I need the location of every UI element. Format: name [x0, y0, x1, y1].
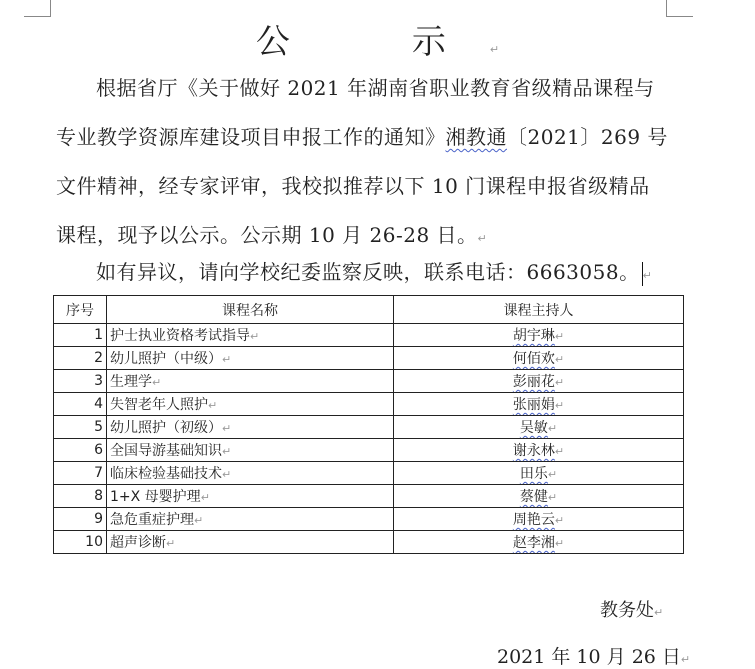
paragraph-mark-icon: ↵	[547, 422, 558, 435]
title-text: 公 示	[255, 22, 490, 62]
notice-paragraph-2	[56, 248, 668, 300]
course-host-text: 何佰欢	[512, 351, 555, 367]
course-name	[107, 462, 394, 485]
paragraph-mark-icon: ↵	[208, 399, 218, 412]
table-row	[54, 416, 684, 439]
course-host	[394, 508, 684, 531]
course-name-text: 幼儿照护（中级）	[110, 351, 222, 367]
course-host-text: 田乐	[519, 466, 548, 482]
course-host-text: 周艳云	[512, 512, 555, 528]
table-row	[54, 508, 684, 531]
paragraph-mark-icon: ↵	[222, 468, 232, 481]
course-host-text: 谢永林	[512, 443, 555, 459]
paragraph-mark-icon: ↵	[547, 491, 558, 504]
paragraph1-text-before: 根据省厅《关于做好 2021 年湖南省职业教育省级精品课程与专业教学资源库建设项目申报工作的通知》	[56, 76, 655, 149]
row-number: 8	[54, 485, 107, 508]
date-text: 2021 年 10 月 26 日	[497, 646, 681, 668]
paragraph-mark-icon: ↵	[680, 653, 691, 666]
table-row	[54, 324, 684, 347]
course-host-text: 蔡健	[519, 489, 548, 505]
paragraph-mark-icon: ↵	[554, 537, 565, 550]
row-number: 6	[54, 439, 107, 462]
course-host-text: 吴敏	[519, 420, 548, 436]
paragraph-mark-icon: ↵	[222, 353, 232, 366]
course-host-text: 张丽娟	[512, 397, 555, 413]
table-row	[54, 370, 684, 393]
paragraph-mark-icon: ↵	[152, 376, 162, 389]
table-row	[54, 393, 684, 416]
header-course-name: 课程名称	[107, 296, 394, 324]
row-number: 3	[54, 370, 107, 393]
paragraph-mark-icon: ↵	[222, 445, 232, 458]
course-name	[107, 370, 394, 393]
course-host-text: 胡宇琳	[512, 328, 555, 344]
paragraph2-text: 如有异议，请向学校纪委监察反映，联系电话：6663058。	[96, 260, 640, 284]
header-number: 序号	[54, 296, 107, 324]
course-host	[394, 416, 684, 439]
course-host	[394, 324, 684, 347]
header-course-host: 课程主持人	[394, 296, 684, 324]
paragraph-mark-icon: ↵	[554, 330, 565, 343]
course-name-text: 急危重症护理	[110, 512, 194, 528]
table-row	[54, 439, 684, 462]
table-row	[54, 531, 684, 554]
course-name-text: 幼儿照护（初级）	[110, 420, 222, 436]
course-host	[394, 393, 684, 416]
paragraph-mark-icon: ↵	[547, 468, 558, 481]
course-name-text: 失智老年人照护	[110, 397, 208, 413]
paragraph-mark-icon: ↵	[477, 232, 488, 245]
paragraph-mark-icon: ↵	[554, 376, 565, 389]
course-name-text: 生理学	[110, 374, 152, 390]
row-number: 7	[54, 462, 107, 485]
document-number-prefix: 湘教通	[445, 125, 507, 149]
row-number: 5	[54, 416, 107, 439]
row-number: 1	[54, 324, 107, 347]
signature-department	[600, 596, 663, 622]
paragraph-mark-icon: ↵	[194, 514, 204, 527]
course-host-text: 彭丽花	[512, 374, 555, 390]
paragraph1-text-after: 〔2021〕269 号文件精神，经专家评审，我校拟推荐以下 10 门课程申报省级精品课程，现予以公示。公示期 10 月 26-28 日。	[56, 125, 668, 247]
notice-paragraph-1	[56, 64, 668, 263]
table-row	[54, 462, 684, 485]
course-host	[394, 462, 684, 485]
course-host	[394, 370, 684, 393]
course-host	[394, 439, 684, 462]
course-name-text: 全国导游基础知识	[110, 443, 222, 459]
course-name-text: 护士执业资格考试指导	[110, 328, 250, 344]
paragraph-mark-icon: ↵	[554, 353, 565, 366]
course-name	[107, 416, 394, 439]
course-table	[53, 295, 684, 554]
row-number: 10	[54, 531, 107, 554]
course-name	[107, 393, 394, 416]
course-name-text: 超声诊断	[110, 535, 166, 551]
row-number: 9	[54, 508, 107, 531]
paragraph-mark-icon: ↵	[250, 330, 260, 343]
row-number: 4	[54, 393, 107, 416]
course-name	[107, 531, 394, 554]
paragraph-mark-icon: ↵	[489, 43, 544, 56]
signature-text: 教务处	[600, 600, 654, 621]
paragraph-mark-icon: ↵	[554, 399, 565, 412]
paragraph-mark-icon: ↵	[554, 514, 565, 527]
paragraph-mark-icon: ↵	[642, 269, 653, 282]
course-host	[394, 347, 684, 370]
table-header-row	[54, 296, 684, 324]
course-name	[107, 347, 394, 370]
course-name-text: 1+X 母婴护理	[110, 489, 201, 505]
document-title	[0, 14, 755, 63]
paragraph-mark-icon: ↵	[200, 491, 210, 504]
paragraph-mark-icon: ↵	[554, 445, 565, 458]
course-name	[107, 485, 394, 508]
table-row	[54, 347, 684, 370]
course-host	[394, 531, 684, 554]
course-name	[107, 324, 394, 347]
course-name	[107, 439, 394, 462]
table-row	[54, 485, 684, 508]
course-name-text: 临床检验基础技术	[110, 466, 222, 482]
row-number: 2	[54, 347, 107, 370]
paragraph-mark-icon: ↵	[222, 422, 232, 435]
course-host	[394, 485, 684, 508]
course-name	[107, 508, 394, 531]
paragraph-mark-icon: ↵	[654, 606, 664, 619]
course-host-text: 赵李湘	[512, 535, 555, 551]
paragraph-mark-icon: ↵	[166, 537, 176, 550]
